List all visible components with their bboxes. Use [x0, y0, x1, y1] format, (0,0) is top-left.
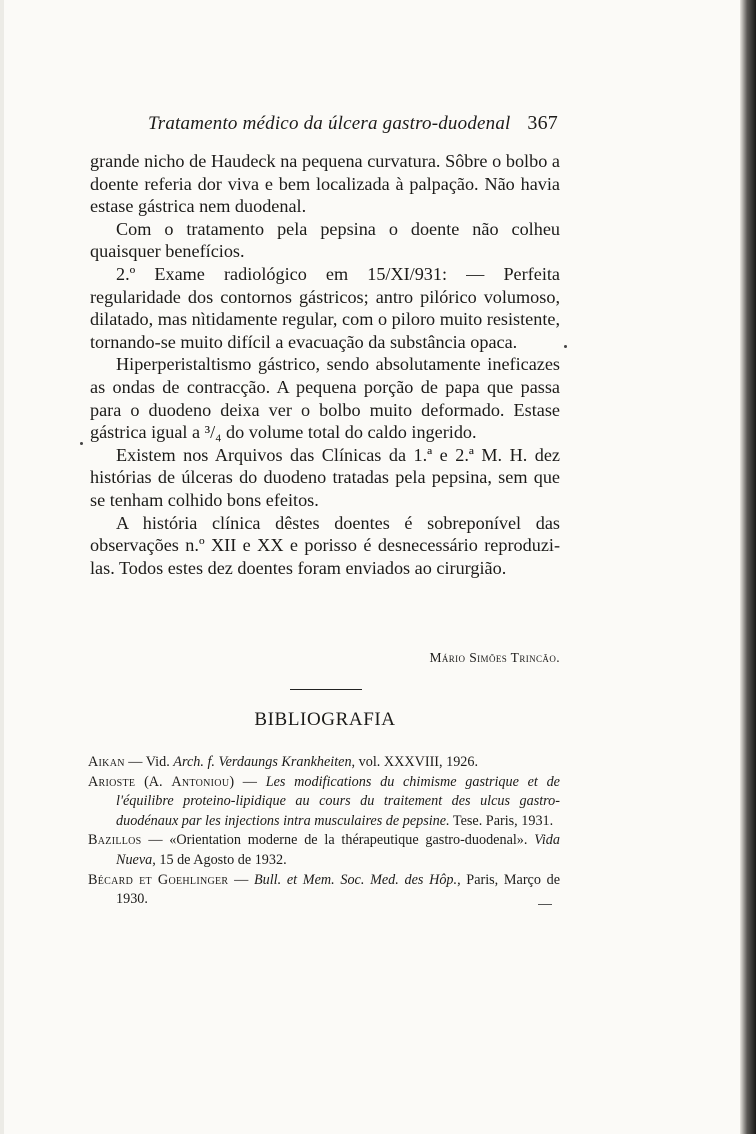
bibliography-entry	[88, 753, 560, 773]
paragraph: 2.º Exame radiológico em 15/XI/931: — Perfeita regularidade dos contornos gástricos; antro pilórico volumoso, dilatado, mas nìtidamente regular, com o piloro muito resistente, tornando-se muito difícil a evacuação da substância opaca.	[90, 263, 560, 352]
trailing-dash	[538, 904, 552, 905]
entry-work: Bull. et Mem. Soc. Med. des Hôp.	[253, 871, 458, 888]
entry-work: Les modifications du chimisme gastrique et de l'équilibre proteino-lipidique au cours du traitement des ulcus gastro-duodénaux par les injections intra musculaires de pepsine.	[116, 773, 560, 829]
entry-details: Tese. Paris, 1931.	[449, 812, 554, 829]
running-title: Tratamento médico da úlcera gastro-duodenal	[148, 113, 511, 134]
entry-separator: (A.	[135, 773, 172, 790]
entry-author: Aikan	[88, 754, 125, 770]
paragraph: grande nicho de Haudeck na pequena curvatura. Sôbre o bolbo a doente referia dor viva e bem localizada à palpação. Não havia estase gástrica nem duodenal.	[90, 151, 560, 217]
running-header	[148, 112, 558, 135]
paragraph: A história clínica dêstes doentes é sobreponível das observações n.º XII e XX e porisso é desnecessário reproduzi-las. Todos estes dez doentes foram enviados ao cirurgião.	[90, 512, 560, 578]
section-divider	[290, 689, 362, 690]
paragraph: Existem nos Arquivos das Clínicas da 1.ª e 2.ª M. H. dez histórias de úlceras do duodeno tratadas pela pepsina, sem que se tenham colhido bons efeitos.	[90, 444, 560, 510]
bibliography-entry	[88, 871, 560, 910]
bibliography-entry	[88, 831, 560, 870]
entry-separator: ) —	[229, 773, 266, 790]
page-binding-shadow	[740, 0, 756, 1134]
entry-separator: — Vid.	[124, 754, 174, 770]
entry-details: , Paris, Março de 1930.	[116, 871, 561, 908]
page-left-edge	[0, 0, 4, 1134]
entry-separator: — «Orientation moderne de la thérapeutique gastro-duodenal».	[141, 832, 535, 849]
entry-work: Arch. f. Verdaungs Krankheiten	[173, 754, 352, 770]
entry-author: Arioste	[88, 773, 136, 790]
ink-speck	[80, 442, 83, 445]
entry-work: Vida Nueva	[116, 832, 560, 868]
ink-speck	[564, 345, 567, 348]
bibliography-heading: BIBLIOGRAFIA	[254, 709, 396, 730]
entry-details: , 15 de Agosto de 1932.	[152, 851, 287, 868]
entry-coauthor: Antoniou	[171, 773, 230, 790]
entry-author: Bazillos	[88, 832, 142, 849]
entry-author: Bécard et Goehlinger	[88, 871, 229, 888]
entry-separator: —	[228, 871, 254, 888]
bibliography-list	[88, 753, 560, 910]
body-text	[90, 150, 560, 579]
paragraph: Com o tratamento pela pepsina o doente não colheu quaisquer benefícios.	[90, 218, 560, 262]
page-number: 367	[527, 112, 558, 134]
author-signature: Mário Simões Trincão.	[429, 650, 560, 665]
bibliography-entry	[88, 773, 560, 832]
paragraph: Hiperperistaltismo gástrico, sendo absolutamente ineficazes as ondas de contracção. A pequena porção de papa que passa para o duodeno deixa ver o bolbo muito deformado. Estase gástrica igual a ³/₄ do volume total do caldo ingerido.	[90, 354, 560, 443]
entry-details: , vol. XXXVIII, 1926.	[351, 754, 479, 770]
